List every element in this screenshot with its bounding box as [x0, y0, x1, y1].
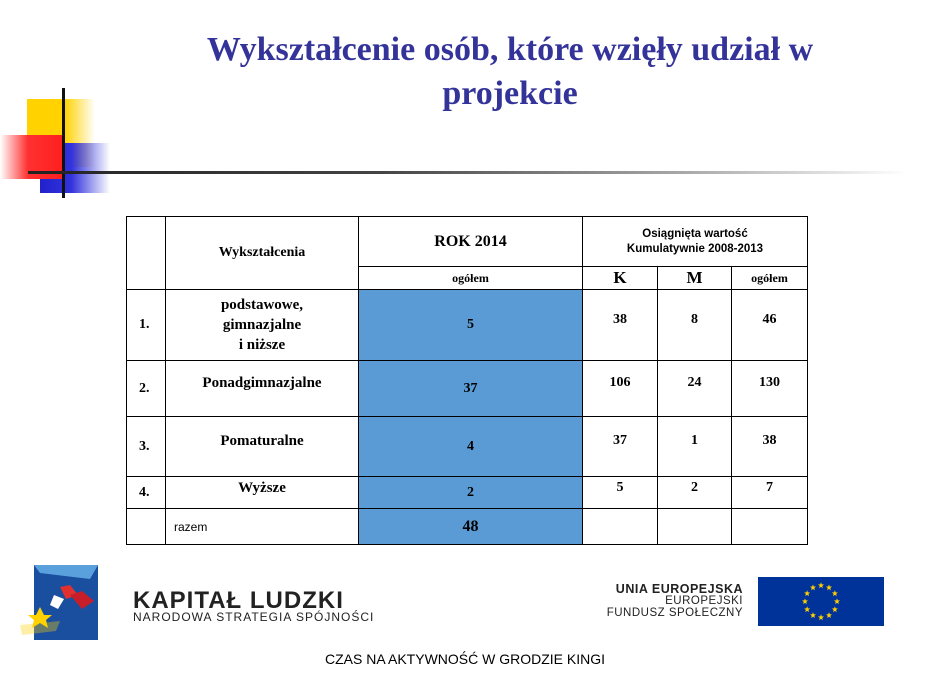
education-table	[126, 216, 808, 545]
table-sum-row	[127, 509, 808, 545]
sum-empty-cell	[127, 509, 166, 545]
row-k: 38	[583, 290, 658, 361]
table-row	[127, 417, 808, 477]
row-m: 1	[658, 417, 732, 477]
header-achieved	[583, 217, 808, 267]
sum-label: razem	[166, 509, 359, 545]
row-year-total: 5	[359, 290, 583, 361]
table-row	[127, 361, 808, 417]
row-year-total: 37	[359, 361, 583, 417]
row-k: 37	[583, 417, 658, 477]
row-total: 130	[732, 361, 808, 417]
row-label	[166, 290, 359, 361]
eu-union-label: UNIA EUROPEJSKA	[615, 582, 743, 596]
row-label-line1: podstawowe,	[220, 297, 304, 313]
row-m: 24	[658, 361, 732, 417]
slide-title	[150, 28, 870, 116]
subheader-m: M	[658, 267, 732, 290]
subheader-k: K	[583, 267, 658, 290]
row-number: 1.	[127, 290, 166, 361]
decor-vertical-line	[62, 88, 65, 198]
table-row	[127, 290, 808, 361]
row-k: 106	[583, 361, 658, 417]
row-m: 2	[658, 477, 732, 509]
header-year: ROK 2014	[359, 217, 583, 267]
sum-k	[583, 509, 658, 545]
header-education: Wykształcenia	[166, 217, 359, 290]
eu-fund-line3: FUNDUSZ SPOŁECZNY	[606, 607, 743, 619]
eu-flag-icon	[758, 577, 884, 626]
subheader-cum-total: ogółem	[732, 267, 808, 290]
row-label: Wyższe	[166, 477, 359, 509]
header-empty-cell	[127, 217, 166, 290]
row-total: 46	[732, 290, 808, 361]
decor-horizontal-rule	[28, 171, 908, 174]
row-label-line2: gimnazjalne	[222, 317, 302, 333]
table-row	[127, 477, 808, 509]
slide-title-line2: projekcie	[442, 75, 578, 112]
header-achieved-line1: Osiągnięta wartość	[642, 227, 748, 240]
row-k: 5	[583, 477, 658, 509]
row-number: 4.	[127, 477, 166, 509]
row-year-total: 4	[359, 417, 583, 477]
row-number: 3.	[127, 417, 166, 477]
row-label: Pomaturalne	[166, 417, 359, 477]
table-header-row	[127, 217, 808, 267]
eu-fund-text	[560, 583, 743, 619]
sum-m	[658, 509, 732, 545]
subheader-year-total: ogółem	[359, 267, 583, 290]
footer-slogan: CZAS NA AKTYWNOŚĆ W GRODZIE KINGI	[324, 651, 606, 667]
row-year-total: 2	[359, 477, 583, 509]
eu-fund-line2: EUROPEJSKI	[665, 595, 743, 607]
slide-title-line1: Wykształcenie osób, które wzięły udział w	[206, 31, 814, 68]
row-m: 8	[658, 290, 732, 361]
sum-total	[732, 509, 808, 545]
kapital-ludzki-logo-icon	[20, 565, 100, 640]
row-total: 38	[732, 417, 808, 477]
kapital-ludzki-subtitle: NARODOWA STRATEGIA SPÓJNOŚCI	[133, 610, 375, 624]
header-achieved-line2: Kumulatywnie 2008-2013	[626, 242, 764, 255]
row-label-line3: i niższe	[238, 337, 286, 353]
row-number: 2.	[127, 361, 166, 417]
row-label: Ponadgimnazjalne	[166, 361, 359, 417]
kapital-ludzki-title: KAPITAŁ LUDZKI	[133, 587, 344, 614]
sum-year-total: 48	[359, 509, 583, 545]
row-total: 7	[732, 477, 808, 509]
